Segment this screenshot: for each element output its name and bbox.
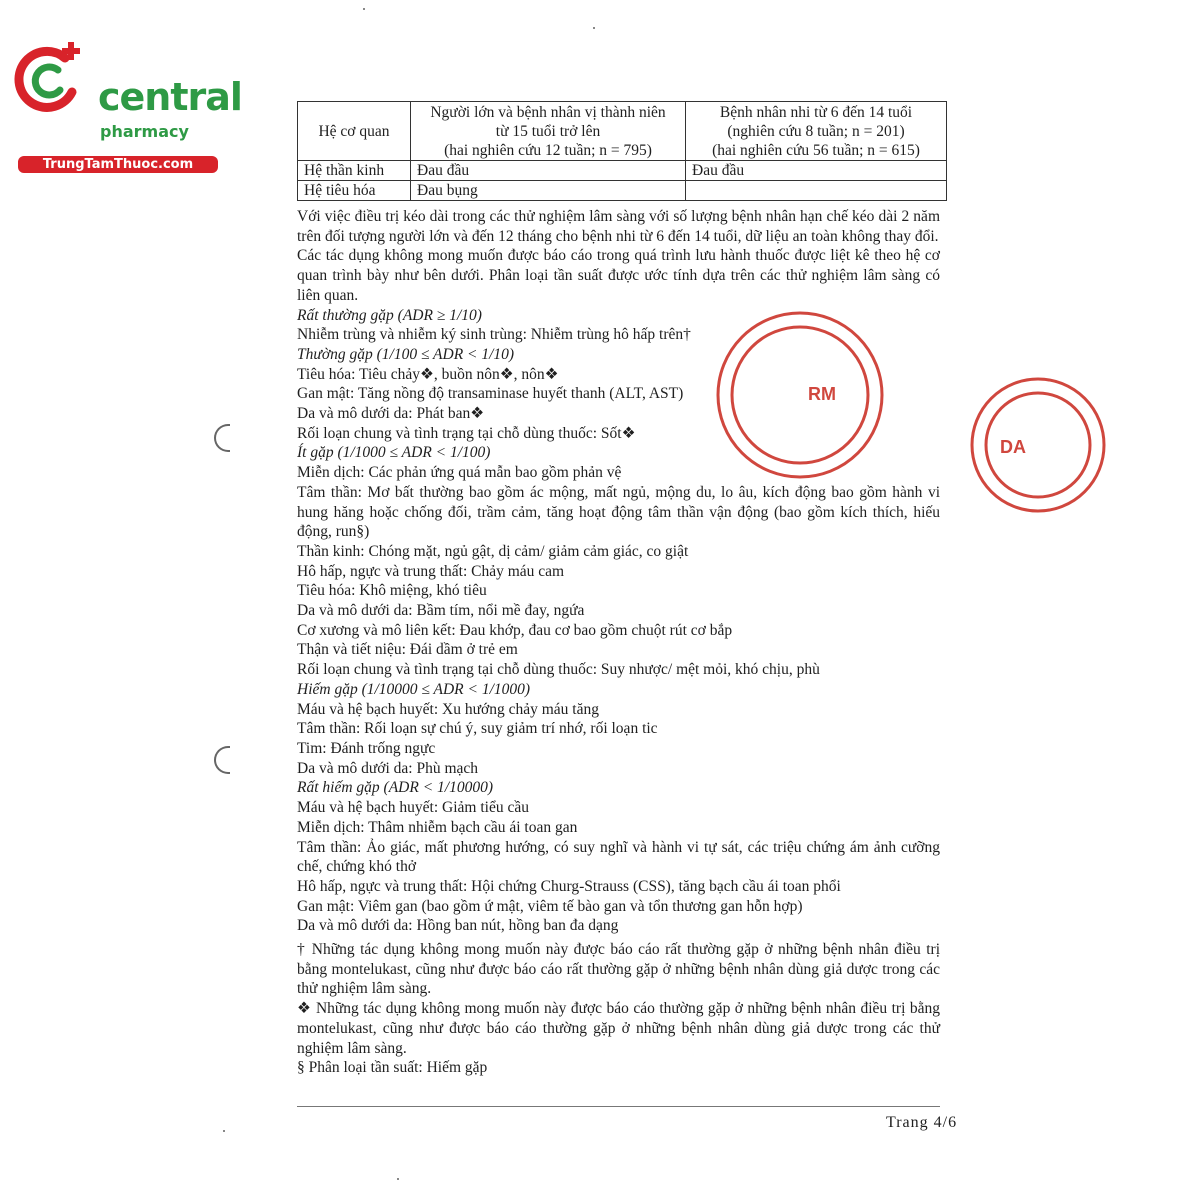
body-paragraph: Tiêu hóa: Tiêu chảy❖, buồn nôn❖, nôn❖ [297, 365, 559, 383]
body-paragraph: Máu và hệ bạch huyết: Giảm tiểu cầu [297, 799, 529, 817]
body-paragraph: Thận và tiết niệu: Đái dầm ở trẻ em [297, 641, 518, 659]
body-paragraph: Hô hấp, ngực và trung thất: Hội chứng Churg-Strauss (CSS), tăng bạch cầu ái toan phổi [297, 877, 841, 895]
header-child-line: (hai nghiên cứu 56 tuần; n = 615) [712, 141, 920, 159]
speck [363, 8, 365, 10]
frequency-heading: Rất hiếm gặp (ADR < 1/10000) [297, 779, 493, 797]
speck [223, 1130, 225, 1132]
cell-system: Hệ thần kinh [298, 161, 411, 181]
body-paragraph: § Phân loại tần suất: Hiếm gặp [297, 1059, 488, 1077]
body-paragraph: Tâm thần: Ảo giác, mất phương hướng, có suy nghĩ và hành vi tự sát, các triệu chứng ám ảnh cưỡng chế, chứng khó thở [297, 838, 940, 876]
body-paragraph: Tâm thần: Rối loạn sự chú ý, suy giảm trí nhớ, rối loạn tic [297, 720, 658, 738]
header-child-line: (nghiên cứu 8 tuần; n = 201) [727, 122, 905, 140]
header-organ-system: Hệ cơ quan [298, 102, 411, 161]
body-paragraph: Hô hấp, ngực và trung thất: Chảy máu cam [297, 562, 565, 580]
body-paragraph: Nhiễm trùng và nhiễm ký sinh trùng: Nhiễm trùng hô hấp trên† [297, 326, 691, 344]
body-paragraph: Rối loạn chung và tình trạng tại chỗ dùng thuốc: Suy nhược/ mệt mỏi, khó chịu, phù [297, 661, 820, 679]
body-paragraph: Thần kinh: Chóng mặt, ngủ gật, dị cảm/ giảm cảm giác, co giật [297, 542, 689, 560]
body-paragraph: Cơ xương và mô liên kết: Đau khớp, đau cơ bao gồm chuột rút cơ bắp [297, 621, 733, 639]
table-row [298, 161, 947, 181]
body-paragraph: Da và mô dưới da: Hồng ban nút, hồng ban đa dạng [297, 917, 619, 935]
header-child-line: Bệnh nhân nhi từ 6 đến 14 tuổi [719, 103, 913, 121]
logo-name: central [98, 75, 242, 119]
frequency-heading: Ít gặp (1/1000 ≤ ADR < 1/100) [297, 444, 491, 462]
central-pharmacy-logo [10, 38, 242, 172]
body-paragraph: Da và mô dưới da: Bầm tím, nổi mề đay, ngứa [297, 602, 585, 620]
speck [593, 27, 595, 29]
body-paragraph: Tâm thần: Mơ bất thường bao gồm ác mộng, mất ngủ, mộng du, lo âu, kích động bao gồm hành vi hung hăng hoặc chống đối, trầm cảm, tăng hoạt động tâm thần vận động (bao gồm kích thích, hiếu động, run§) [297, 483, 940, 541]
logo-mark-icon [10, 40, 90, 120]
body-paragraph: ❖ Những tác dụng không mong muốn này được báo cáo thường gặp ở những bệnh nhân điều trị bằng montelukast, cũng như được báo cáo thường gặp ở những bệnh nhân dùng giả dược trong các thử nghiệm lâm sàng. [297, 1000, 940, 1057]
table-header-row [298, 102, 947, 161]
body-paragraph: Gan mật: Tăng nồng độ transaminase huyết thanh (ALT, AST) [297, 385, 684, 403]
footer-divider [297, 1106, 940, 1107]
body-paragraph: Da và mô dưới da: Phát ban❖ [297, 405, 485, 423]
punch-hole [214, 424, 230, 452]
body-paragraph: Các tác dụng không mong muốn được báo cáo trong quá trình lưu hành thuốc được liệt kê theo hệ cơ quan trình bày như bên dưới. Phân loại tần suất được ước tính dựa trên các thử nghiệm lâm sàng có liên quan. [297, 247, 940, 304]
header-adult-line: Người lớn và bệnh nhân vị thành niên [430, 103, 666, 121]
logo-website[interactable]: TrungTamThuoc.com [18, 156, 218, 173]
body-paragraph: Miễn dịch: Các phản ứng quá mẫn bao gồm phản vệ [297, 464, 622, 482]
logo-subtitle: pharmacy [100, 122, 189, 141]
frequency-heading: Rất thường gặp (ADR ≥ 1/10) [297, 306, 482, 324]
table-row [298, 181, 947, 201]
adverse-effects-table [297, 101, 947, 201]
cell-child [686, 181, 947, 201]
cell-child: Đau đầu [686, 161, 947, 181]
cell-adult: Đau bụng [411, 181, 686, 201]
header-adult-line: từ 15 tuổi trở lên [495, 122, 601, 140]
body-paragraph: Tim: Đánh trống ngực [297, 739, 436, 757]
company-seal-stamp-icon [800, 315, 890, 475]
svg-text:DA: DA [1000, 437, 1026, 457]
body-paragraph: Gan mật: Viêm gan (bao gồm ứ mật, viêm tế bào gan và tổn thương gan hỗn hợp) [297, 897, 803, 915]
page-number: Trang 4/6 [886, 1114, 958, 1131]
body-paragraph: Rối loạn chung và tình trạng tại chỗ dùng thuốc: Sốt❖ [297, 424, 636, 442]
header-adult [411, 102, 686, 161]
frequency-heading: Thường gặp (1/100 ≤ ADR < 1/10) [297, 345, 515, 363]
speck [397, 1178, 399, 1180]
body-paragraph: Tiêu hóa: Khô miệng, khó tiêu [297, 582, 487, 600]
header-adult-line: (hai nghiên cứu 12 tuần; n = 795) [444, 141, 652, 159]
company-seal-stamp-icon [968, 375, 1026, 515]
frequency-heading: Hiếm gặp (1/10000 ≤ ADR < 1/1000) [297, 680, 531, 698]
body-paragraph: † Những tác dụng không mong muốn này được báo cáo rất thường gặp ở những bệnh nhân điều trị bằng montelukast, cũng như được báo cáo rất thường gặp ở những bệnh nhân dùng giả dược trong các thử nghiệm lâm sàng. [297, 941, 940, 998]
cell-adult: Đau đầu [411, 161, 686, 181]
body-paragraph: Miễn dịch: Thâm nhiễm bạch cầu ái toan gan [297, 818, 578, 836]
body-paragraph: Với việc điều trị kéo dài trong các thử nghiệm lâm sàng với số lượng bệnh nhân hạn chế kéo dài 2 năm trên đối tượng người lớn và đến 12 tháng cho bệnh nhi từ 6 đến 14 tuổi, dữ liệu an toàn không thay đổi. [297, 208, 940, 245]
svg-text:RM: RM [808, 384, 836, 404]
body-paragraph: Da và mô dưới da: Phù mạch [297, 759, 479, 777]
punch-hole [214, 746, 230, 774]
header-child [686, 102, 947, 161]
cell-system: Hệ tiêu hóa [298, 181, 411, 201]
body-paragraph: Máu và hệ bạch huyết: Xu hướng chảy máu tăng [297, 700, 599, 718]
